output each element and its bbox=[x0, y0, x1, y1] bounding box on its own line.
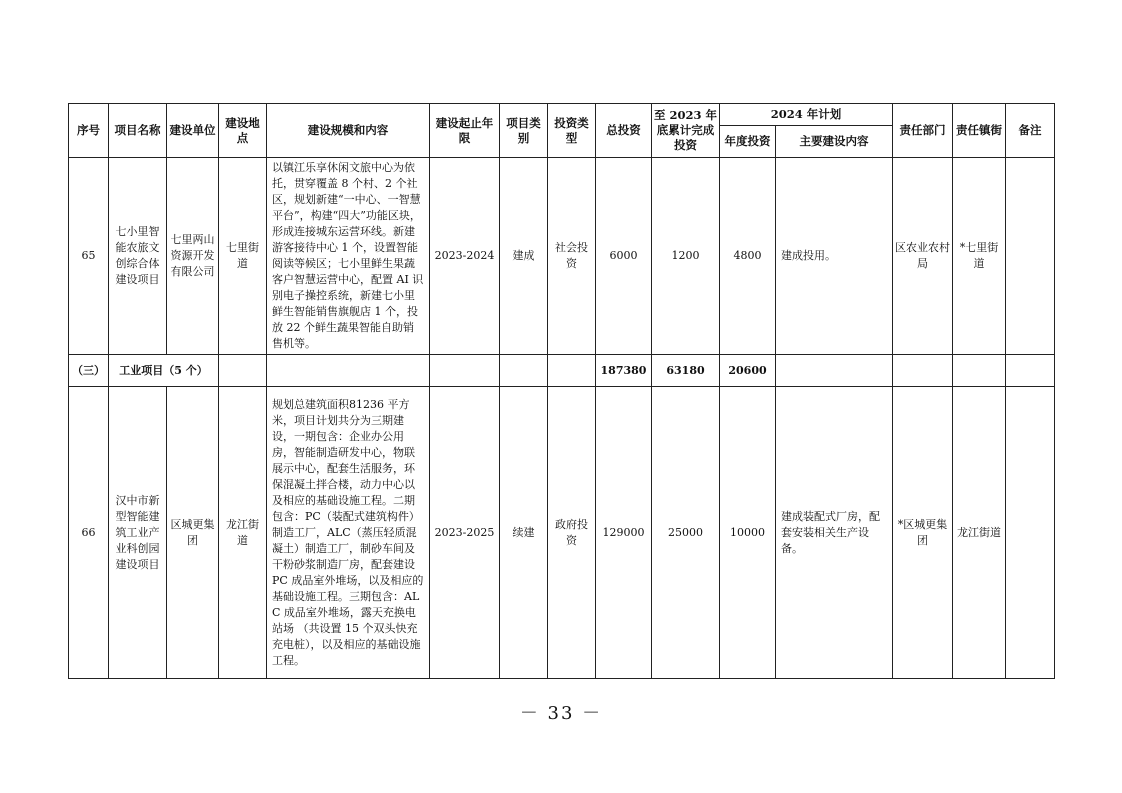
cell-total: 6000 bbox=[596, 158, 652, 355]
cell-seq: 66 bbox=[69, 387, 109, 679]
cell-remark bbox=[1006, 387, 1055, 679]
section-empty-cell bbox=[500, 355, 548, 387]
cell-category: 建成 bbox=[500, 158, 548, 355]
section-empty-cell bbox=[953, 355, 1006, 387]
header-category: 项目类别 bbox=[500, 104, 548, 158]
cell-cumulative: 25000 bbox=[652, 387, 720, 679]
table-row bbox=[69, 387, 1055, 679]
header-plan-2024: 2024 年计划 bbox=[720, 104, 893, 126]
section-empty-cell bbox=[776, 355, 893, 387]
header-unit: 建设单位 bbox=[167, 104, 219, 158]
section-row bbox=[69, 355, 1055, 387]
cell-location: 七里街道 bbox=[219, 158, 267, 355]
section-title: 工业项目（5 个） bbox=[109, 355, 219, 387]
cell-name: 汉中市新型智能建筑工业产业科创园建设项目 bbox=[109, 387, 167, 679]
cell-annual: 10000 bbox=[720, 387, 776, 679]
cell-name: 七小里智能农旅文创综合体建设项目 bbox=[109, 158, 167, 355]
section-total: 187380 bbox=[596, 355, 652, 387]
cell-invest-type: 政府投资 bbox=[548, 387, 596, 679]
header-cumulative: 至 2023 年底累计完成投资 bbox=[652, 104, 720, 158]
cell-dept: 区农业农村局 bbox=[893, 158, 953, 355]
page-number: － 33 － bbox=[519, 703, 603, 724]
cell-town: 龙江街道 bbox=[953, 387, 1006, 679]
section-empty-cell bbox=[267, 355, 430, 387]
cell-total: 129000 bbox=[596, 387, 652, 679]
header-invest-type: 投资类型 bbox=[548, 104, 596, 158]
section-empty-cell bbox=[1006, 355, 1055, 387]
cell-main-content: 建成投用。 bbox=[776, 158, 893, 355]
cell-dept: *区城更集团 bbox=[893, 387, 953, 679]
cell-period: 2023-2024 bbox=[430, 158, 500, 355]
header-total: 总投资 bbox=[596, 104, 652, 158]
cell-remark bbox=[1006, 158, 1055, 355]
project-table bbox=[68, 103, 1055, 679]
section-seq: （三） bbox=[69, 355, 109, 387]
cell-unit: 七里两山资源开发有限公司 bbox=[167, 158, 219, 355]
cell-cumulative: 1200 bbox=[652, 158, 720, 355]
cell-unit: 区城更集团 bbox=[167, 387, 219, 679]
header-scale: 建设规模和内容 bbox=[267, 104, 430, 158]
table-row bbox=[69, 158, 1055, 355]
section-empty-cell bbox=[219, 355, 267, 387]
cell-scale: 规划总建筑面积81236 平方米，项目计划共分为三期建设，一期包含：企业办公用房，智能制造研发中心，物联展示中心，配套生活服务，环保混凝土拌合楼，动力中心以及相应的基础设施工程。二期包含：PC（装配式建筑构件）制造工厂，ALC（蒸压轻质混凝土）制造工厂，制砂车间及干粉砂浆制造厂房，配套建设 PC 成品室外堆场，以及相应的基础设施工程。三期包含：ALC 成品室外堆场，露天充换电站场 （共设置 15 个双头快充充电桩），以及相应的基础设施工程。 bbox=[267, 387, 430, 679]
cell-seq: 65 bbox=[69, 158, 109, 355]
section-empty-cell bbox=[430, 355, 500, 387]
section-cumulative: 63180 bbox=[652, 355, 720, 387]
cell-category: 续建 bbox=[500, 387, 548, 679]
header-seq: 序号 bbox=[69, 104, 109, 158]
section-empty-cell bbox=[893, 355, 953, 387]
header-main-content: 主要建设内容 bbox=[776, 126, 893, 158]
cell-scale: 以镇江乐享休闲文旅中心为依托，贯穿覆盖 8 个村、2 个社区，规划新建“一中心、一智慧平台”，构建“四大”功能区块，形成连接城东运营环线。新建游客接待中心 1 个，设置智能阅读等候区；七小里鲜生果蔬客户智慧运营中心，配置 AI 识别电子操控系统，新建七小里鲜生智能销售旗舰店 1 个，投放 22 个鲜生蔬果智能自助销售机等。 bbox=[267, 158, 430, 355]
section-empty-cell bbox=[548, 355, 596, 387]
header-dept: 责任部门 bbox=[893, 104, 953, 158]
cell-annual: 4800 bbox=[720, 158, 776, 355]
header-location: 建设地点 bbox=[219, 104, 267, 158]
header-name: 项目名称 bbox=[109, 104, 167, 158]
header-remark: 备注 bbox=[1006, 104, 1055, 158]
cell-main-content: 建成装配式厂房，配套安装相关生产设备。 bbox=[776, 387, 893, 679]
cell-location: 龙江街道 bbox=[219, 387, 267, 679]
header-row-1 bbox=[69, 104, 1055, 126]
header-town: 责任镇街 bbox=[953, 104, 1006, 158]
section-annual: 20600 bbox=[720, 355, 776, 387]
cell-invest-type: 社会投资 bbox=[548, 158, 596, 355]
header-period: 建设起止年限 bbox=[430, 104, 500, 158]
cell-period: 2023-2025 bbox=[430, 387, 500, 679]
header-annual: 年度投资 bbox=[720, 126, 776, 158]
cell-town: *七里街道 bbox=[953, 158, 1006, 355]
